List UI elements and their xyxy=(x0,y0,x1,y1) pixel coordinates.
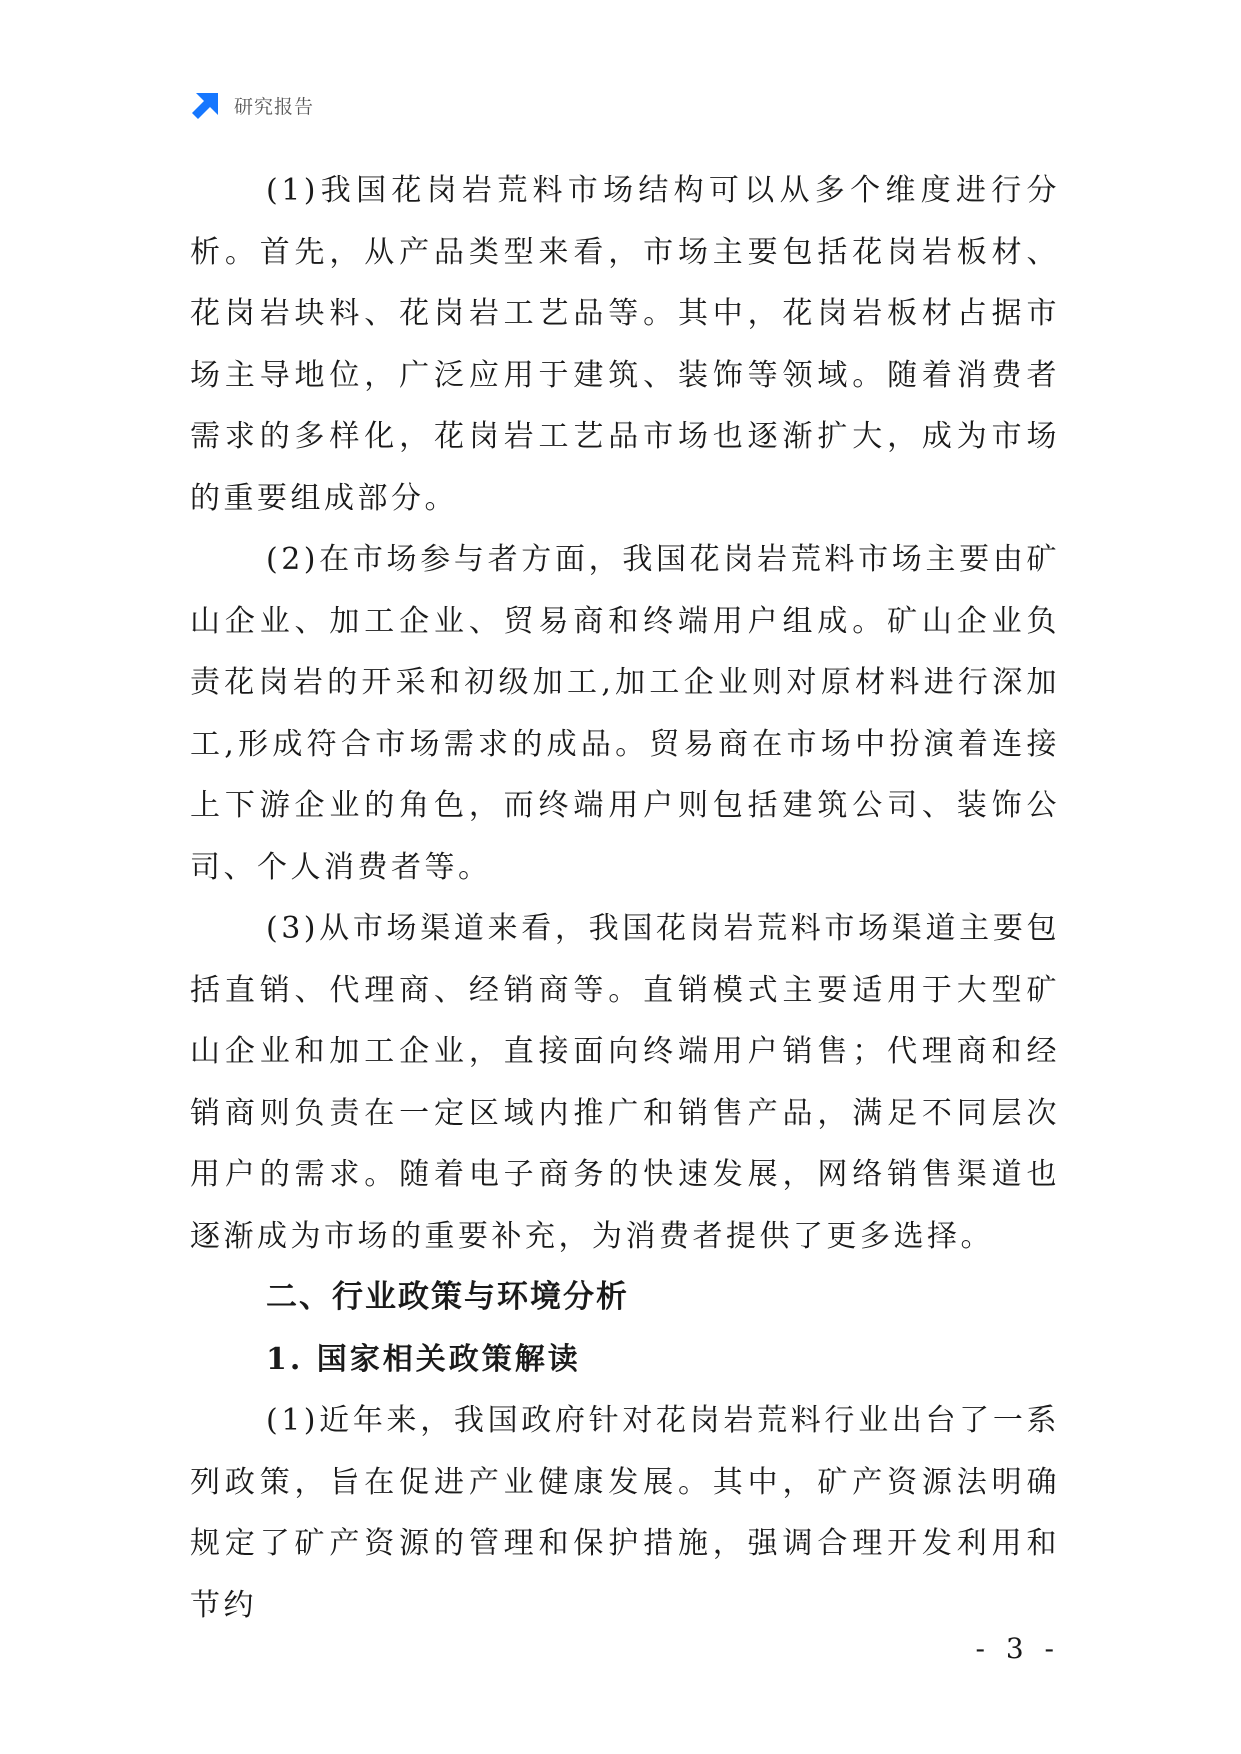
document-body xyxy=(190,160,1060,1636)
paragraph-market-structure: (1)我国花岗岩荒料市场结构可以从多个维度进行分析。首先，从产品类型来看，市场主要包括花岗岩板材、花岗岩块料、花岗岩工艺品等。其中，花岗岩板材占据市场主导地位，广泛应用于建筑、装饰等领域。随着消费者需求的多样化，花岗岩工艺品市场也逐渐扩大，成为市场的重要组成部分。 xyxy=(190,173,1060,516)
header-title: 研究报告 xyxy=(234,95,315,118)
arrow-up-right-icon xyxy=(190,89,222,121)
paragraph-market-channels: (3)从市场渠道来看，我国花岗岩荒料市场渠道主要包括直销、代理商、经销商等。直销模式主要适用于大型矿山企业和加工企业，直接面向终端用户销售；代理商和经销商则负责在一定区域内推广和销售产品，满足不同层次用户的需求。随着电子商务的快速发展，网络销售渠道也逐渐成为市场的重要补充，为消费者提供了更多选择。 xyxy=(190,911,1060,1254)
paragraph-policy: (1)近年来，我国政府针对花岗岩荒料行业出台了一系列政策，旨在促进产业健康发展。其中，矿产资源法明确规定了矿产资源的管理和保护措施，强调合理开发利用和节约 xyxy=(190,1403,1060,1623)
section-heading: 二、行业政策与环境分析 xyxy=(266,1279,629,1315)
paragraph-market-participants: (2)在市场参与者方面，我国花岗岩荒料市场主要由矿山企业、加工企业、贸易商和终端用户组成。矿山企业负责花岗岩的开采和初级加工,加工企业则对原材料进行深加工,形成符合市场需求的成品。贸易商在市场中扮演着连接上下游企业的角色，而终端用户则包括建筑公司、装饰公司、个人消费者等。 xyxy=(190,542,1060,885)
page-number: - 3 - xyxy=(975,1632,1060,1665)
page-header xyxy=(190,88,314,122)
subsection-heading: 1. 国家相关政策解读 xyxy=(266,1341,581,1377)
